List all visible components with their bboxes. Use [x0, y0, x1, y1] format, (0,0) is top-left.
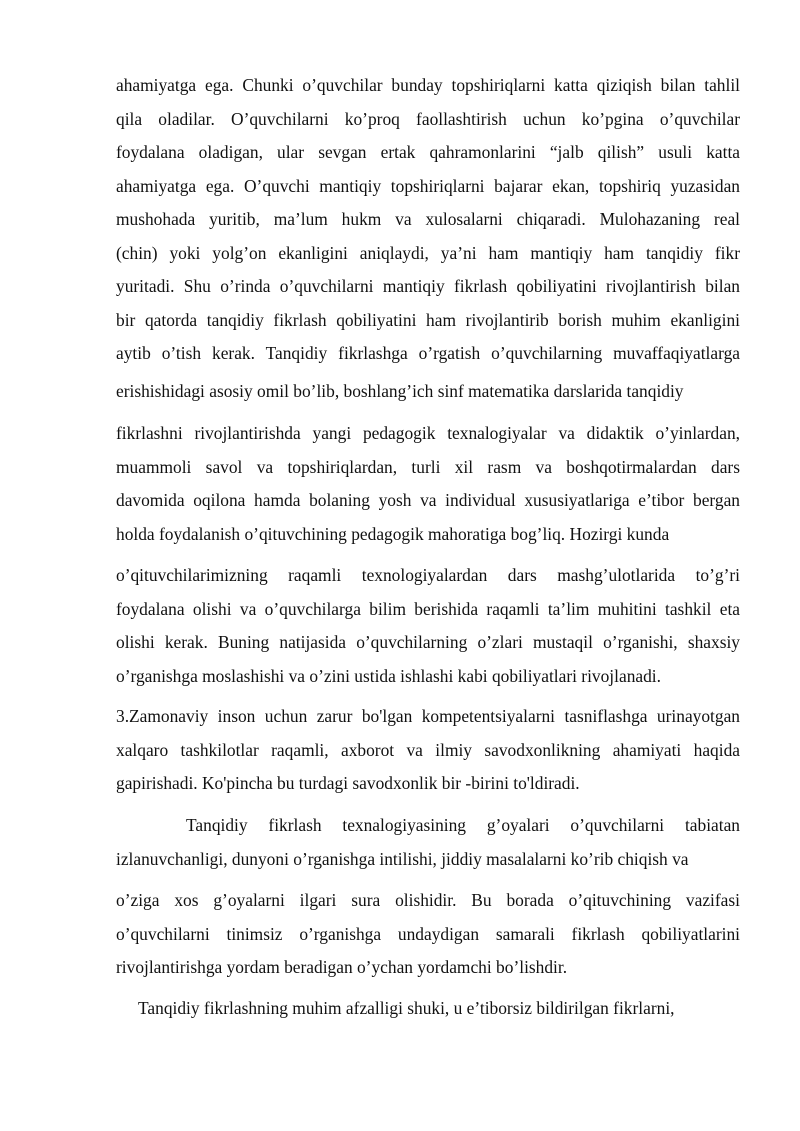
text-line: o’rganishga moslashishi va o’zini ustida ishlashi kabi qobiliyatlari rivojlanadi. — [116, 666, 661, 686]
text-line: muammoli savol va topshiriqlardan, turli xil rasm va boshqotirmalardan dars — [116, 457, 740, 477]
text-line: xalqaro tashkilotlar raqamli, axborot va ilmiy savodxonlikning ahamiyati haqida — [116, 740, 740, 760]
text-line: o’quvchilarni tinimsiz o’rganishga undaydigan samarali fikrlash qobiliyatlarini — [116, 924, 740, 944]
text-line: aytib o’tish kerak. Tanqidiy fikrlashga o’rgatish o’quvchilarning muvaffaqiyatlarga — [116, 343, 740, 363]
text-line: ahamiyatga ega. O’quvchi mantiqiy topshiriqlarni bajarar ekan, topshiriq yuzasidan — [116, 176, 740, 196]
text-line: mushohada yuritib, ma’lum hukm va xulosalarni chiqaradi. Mulohazaning real — [116, 209, 740, 229]
text-line: izlanuvchanligi, dunyoni o’rganishga intilishi, jiddiy masalalarni ko’rib chiqish va — [116, 849, 689, 869]
text-line: fikrlashni rivojlantirishda yangi pedagogik texnalogiyalar va didaktik o’yinlardan, — [116, 423, 740, 443]
text-line: holda foydalanish o’qituvchining pedagogik mahoratiga bog’liq. Hozirgi kunda — [116, 524, 670, 544]
text-line: gapirishadi. Ko'pincha bu turdagi savodxonlik bir -birini to'ldiradi. — [116, 773, 580, 793]
text-line: rivojlantirishga yordam beradigan o’ychan yordamchi bo’lishdir. — [116, 957, 568, 977]
text-line: 3.Zamonaviy inson uchun zarur bo'lgan kompetentsiyalarni tasniflashga urinayotgan — [116, 706, 740, 726]
text-line: bir qatorda tanqidiy fikrlash qobiliyatini ham rivojlantirib borish muhim ekanligini — [116, 310, 740, 330]
text-line: foydalana olishi va o’quvchilarga bilim berishida raqamli ta’lim muhitini tashkil eta — [116, 599, 740, 619]
text-line: Tanqidiy fikrlash texnalogiyasining g’oyalari o’quvchilarni tabiatan — [186, 815, 740, 835]
text-line: qila oladilar. O’quvchilarni ko’proq faollashtirish uchun ko’pgina o’quvchilar — [116, 109, 740, 129]
text-line: (chin) yoki yolg’on ekanligini aniqlaydi, ya’ni ham mantiqiy ham tanqidiy fikr — [116, 243, 740, 263]
text-line: foydalana oladigan, ular sevgan ertak qahramonlarini “jalb qilish” usuli katta — [116, 142, 740, 162]
text-line: erishishidagi asosiy omil bo’lib, boshlang’ich sinf matematika darslarida tanqidiy — [116, 381, 684, 401]
text-line: ahamiyatga ega. Chunki o’quvchilar bunday topshiriqlarni katta qiziqish bilan tahlil — [116, 75, 740, 95]
text-line: o’ziga xos g’oyalarni ilgari sura olishidir. Bu borada o’qituvchining vazifasi — [116, 890, 740, 910]
text-line: o’qituvchilarimizning raqamli texnologiyalardan dars mashg’ulotlarida to’g’ri — [116, 565, 740, 585]
text-line: yuritadi. Shu o’rinda o’quvchilarni mantiqiy fikrlash qobiliyatini rivojlantirish bilan — [116, 276, 740, 296]
text-line: olishi kerak. Buning natijasida o’quvchilarning o’zlari mustaqil o’rganishi, shaxsiy — [116, 632, 740, 652]
text-line: Tanqidiy fikrlashning muhim afzalligi shuki, u e’tiborsiz bildirilgan fikrlarni, — [138, 998, 675, 1018]
text-line: davomida oqilona hamda bolaning yosh va individual xususiyatlariga e’tibor bergan — [116, 490, 740, 510]
